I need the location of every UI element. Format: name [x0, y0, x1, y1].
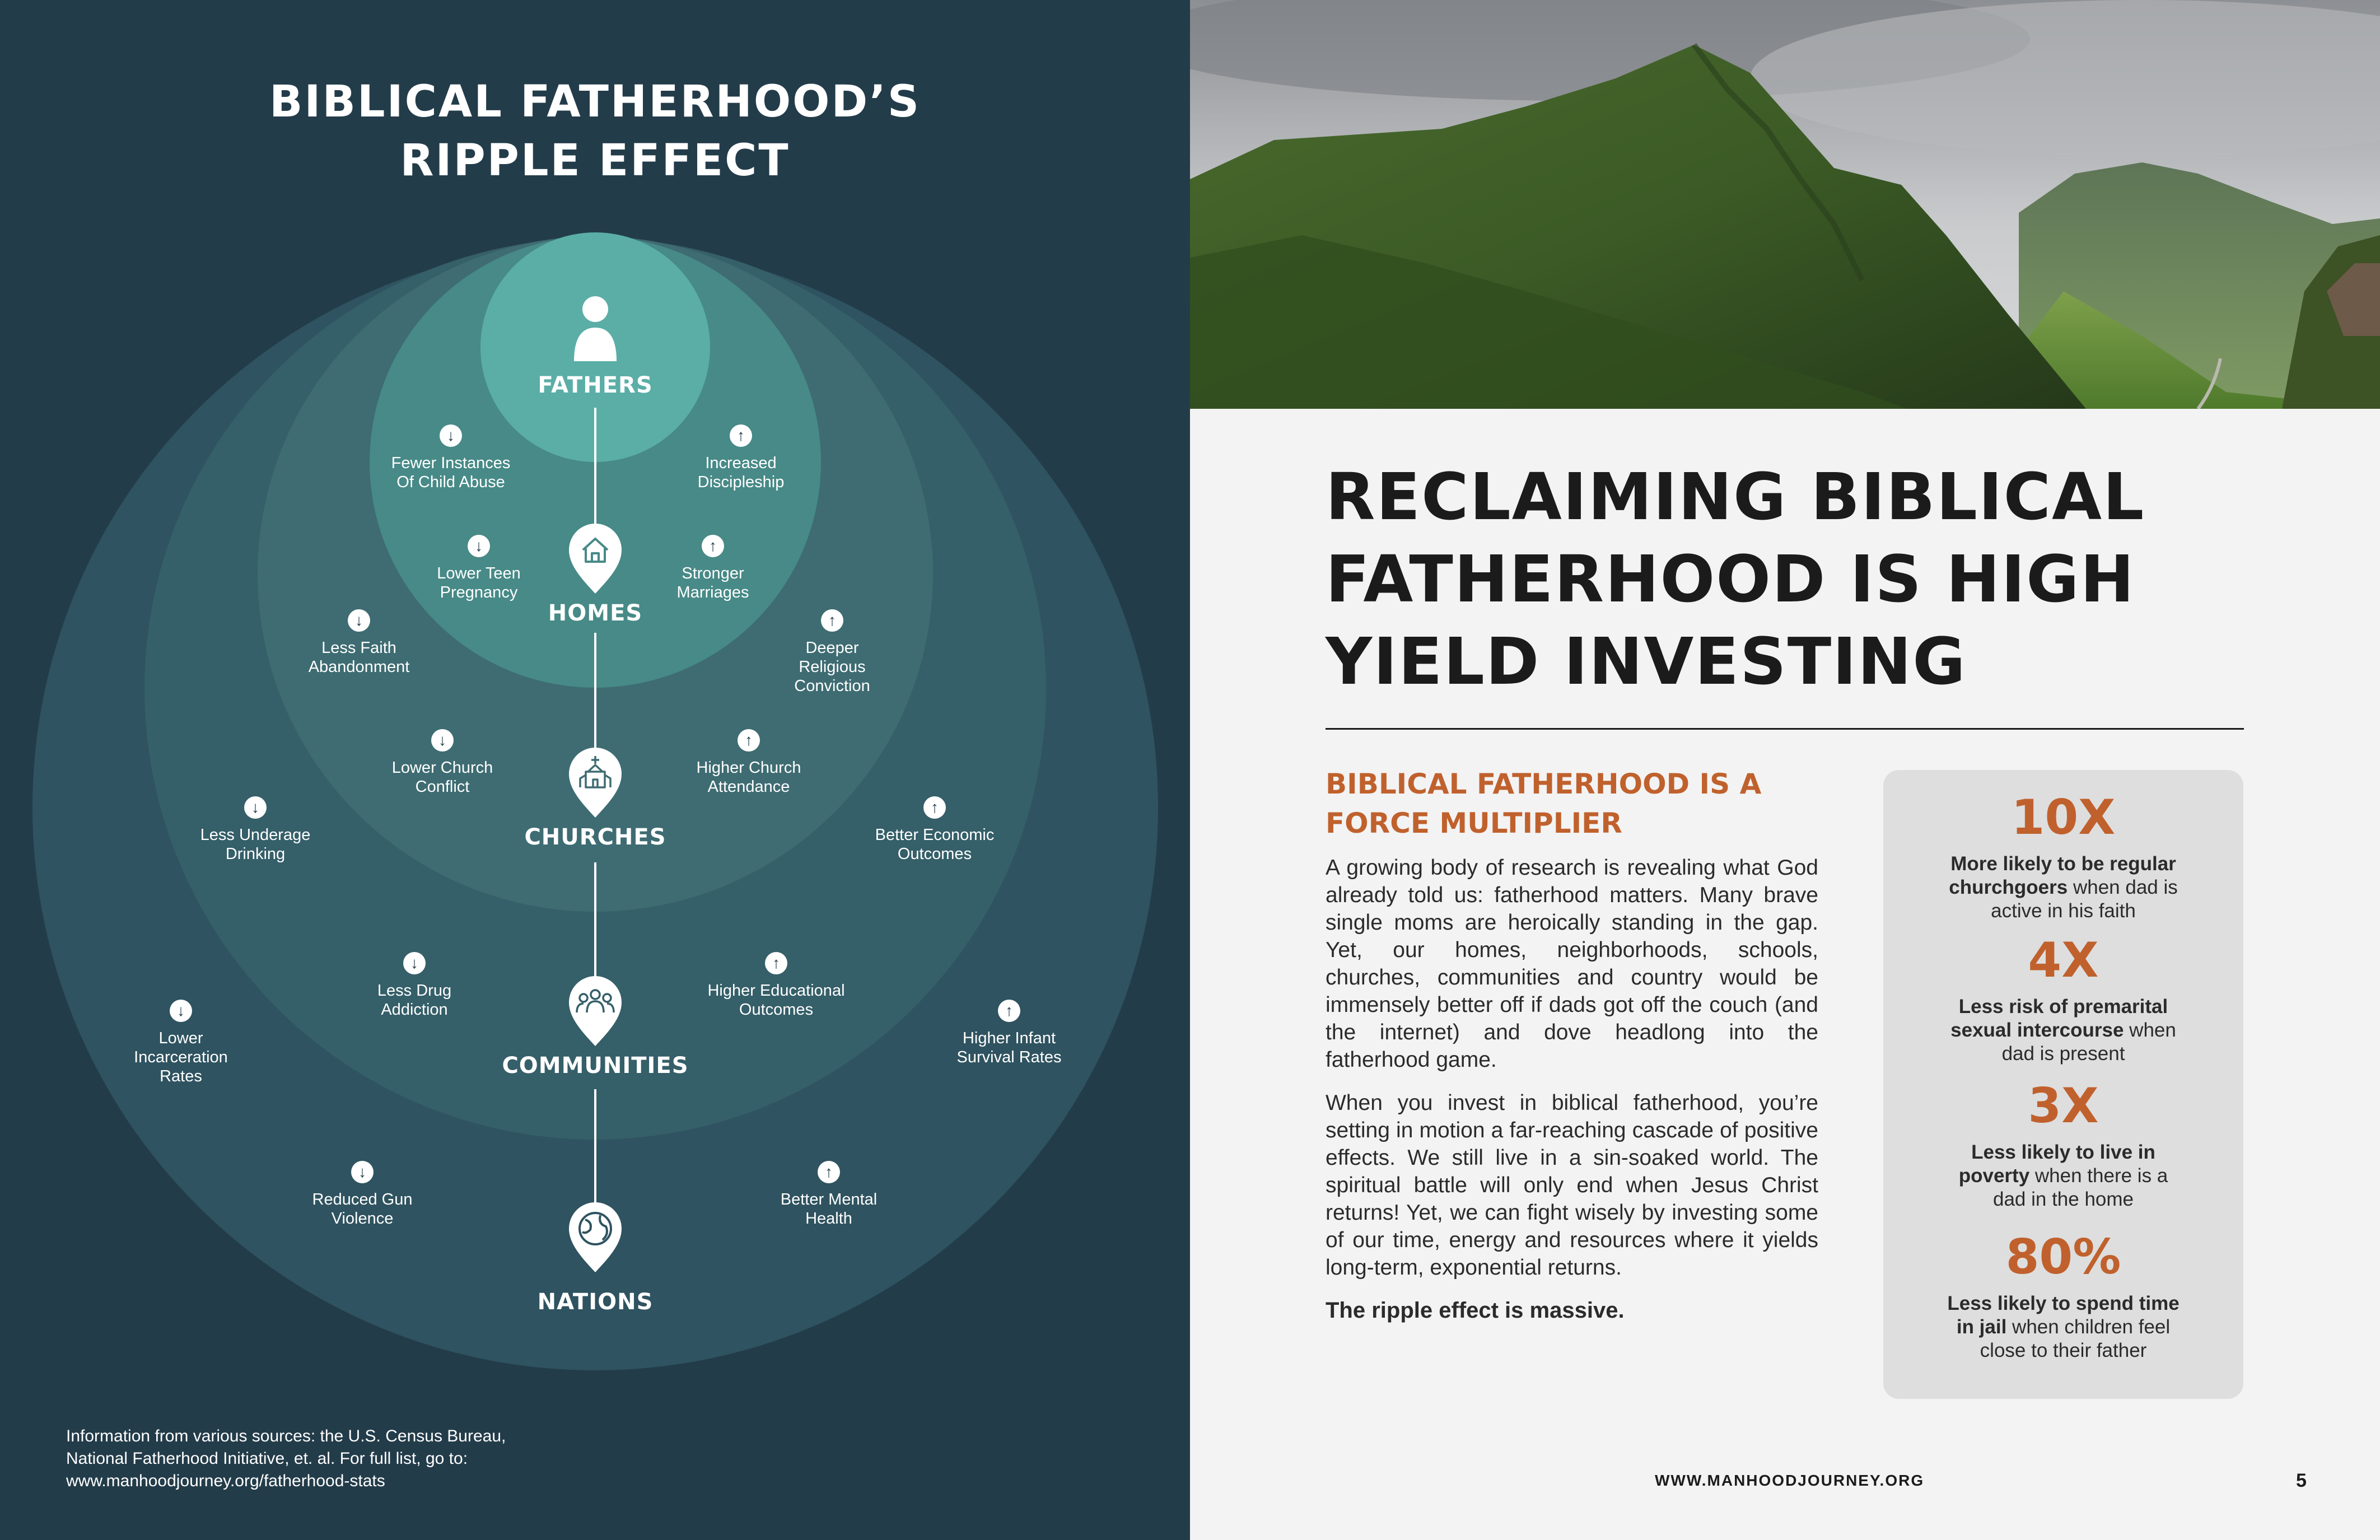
arrow-up-icon: ↑ — [821, 609, 843, 632]
arrow-down-icon: ↓ — [244, 796, 267, 819]
stats-box — [1883, 770, 2243, 1399]
arrow-down-icon: ↓ — [351, 1161, 374, 1183]
effect-lower-teen-pregnancy: ↓ Lower Teen Pregnancy — [378, 535, 580, 602]
level-communities: COMMUNITIES — [502, 1053, 689, 1079]
arrow-up-icon: ↑ — [702, 535, 724, 557]
arrow-up-icon: ↑ — [765, 952, 787, 974]
source-note: Information from various sources: the U.S. Census Bureau, National Fatherhood Initiative, et. al. For full list, go to: www.manhoodjourney.org/fatherhood-stats — [66, 1427, 506, 1490]
stat-item — [1883, 932, 2243, 1066]
effect-less-faith-abandonment: ↓ Less Faith Abandonment — [258, 609, 460, 676]
effect-lower-church-conflict: ↓ Lower Church Conflict — [342, 729, 543, 796]
stat-value: 3X — [2028, 1078, 2099, 1134]
effect-fewer-child-abuse: ↓ Fewer Instances Of Child Abuse — [350, 424, 552, 492]
arrow-down-icon: ↓ — [348, 609, 370, 632]
page-headline: RECLAIMING BIBLICAL FATHERHOOD IS HIGH YIELD INVESTING — [1326, 460, 2145, 699]
level-churches: CHURCHES — [524, 824, 666, 850]
stat-value: 4X — [2028, 932, 2099, 988]
level-nations: NATIONS — [537, 1289, 654, 1315]
arrow-down-icon: ↓ — [170, 1000, 192, 1022]
arrow-up-icon: ↑ — [923, 796, 946, 819]
effect-higher-infant-survival: ↑ Higher Infant Survival Rates — [908, 1000, 1110, 1067]
arrow-down-icon: ↓ — [431, 729, 454, 752]
stat-value: 80% — [2005, 1229, 2121, 1285]
body-paragraph-2: When you invest in biblical fatherhood, you’re setting in motion a far-reaching cascade of positive effects. We still live in a sin-soaked world. The spiritual battle will only end when Jesus Christ returns! Yet, we can fight wisely by investing some of our time, energy and resources where it yields long-term, exponential returns. — [1326, 1091, 1818, 1280]
stat-description: Less likely to spend time in jail when children feel close to their father — [1947, 1292, 2180, 1361]
stat-value: 10X — [2011, 790, 2116, 846]
mountain-photo — [1190, 0, 2380, 409]
stat-description: More likely to be regular churchgoers when dad is active in his faith — [1949, 853, 2178, 922]
stat-item — [1883, 790, 2243, 923]
arrow-up-icon: ↑ — [738, 729, 760, 752]
effect-less-underage-drinking: ↓ Less Underage Drinking — [155, 796, 356, 864]
arrow-down-icon: ↓ — [468, 535, 490, 557]
stat-item — [1883, 1229, 2243, 1362]
arrow-down-icon: ↓ — [440, 424, 462, 447]
effect-better-mental-health: ↑ Better Mental Health — [728, 1161, 930, 1228]
article-panel — [1190, 0, 2380, 1540]
effect-higher-educational-outcomes: ↑ Higher Educational Outcomes — [675, 952, 877, 1019]
effect-higher-church-attendance: ↑ Higher Church Attendance — [648, 729, 850, 796]
diagram-title: BIBLICAL FATHERHOOD’S RIPPLE EFFECT — [269, 77, 921, 186]
stat-item — [1883, 1078, 2243, 1211]
effect-lower-incarceration-rates: ↓ Lower Incarceration Rates — [80, 1000, 282, 1086]
stat-description: Less risk of premarital sexual intercourse when dad is present — [1950, 996, 2176, 1065]
page-number: 5 — [2296, 1470, 2307, 1491]
arrow-up-icon: ↑ — [998, 1000, 1020, 1022]
arrow-up-icon: ↑ — [730, 424, 752, 447]
footer-url: WWW.MANHOODJOURNEY.ORG — [1655, 1472, 1925, 1489]
arrow-up-icon: ↑ — [818, 1161, 840, 1183]
arrow-down-icon: ↓ — [403, 952, 426, 974]
effect-better-economic-outcomes: ↑ Better Economic Outcomes — [834, 796, 1035, 864]
effect-stronger-marriages: ↑ Stronger Marriages — [612, 535, 814, 602]
effect-less-drug-addiction: ↓ Less Drug Addiction — [314, 952, 515, 1019]
level-fathers: FATHERS — [538, 372, 653, 398]
section-subhead: BIBLICAL FATHERHOOD IS A FORCE MULTIPLIER — [1326, 768, 1762, 839]
effect-deeper-religious-conviction: ↑ Deeper Religious Conviction — [731, 609, 933, 696]
divider — [1326, 728, 2244, 730]
punchline: The ripple effect is massive. — [1326, 1298, 1625, 1323]
effect-increased-discipleship: ↑ Increased Discipleship — [640, 424, 842, 492]
stat-description: Less likely to live in poverty when there is a dad in the home — [1958, 1141, 2168, 1210]
effect-reduced-gun-violence: ↓ Reduced Gun Violence — [262, 1161, 463, 1228]
level-homes: HOMES — [548, 600, 643, 626]
body-paragraph-1: A growing body of research is revealing what God already told us: fatherhood matters. Many brave single moms are heroically standing in the gap. Yet, our homes, neighborhoods, schools, churches, communities and country would be immensely better off if dads got off the couch (and the internet) and dove headlong into the fatherhood game. — [1326, 856, 1818, 1072]
